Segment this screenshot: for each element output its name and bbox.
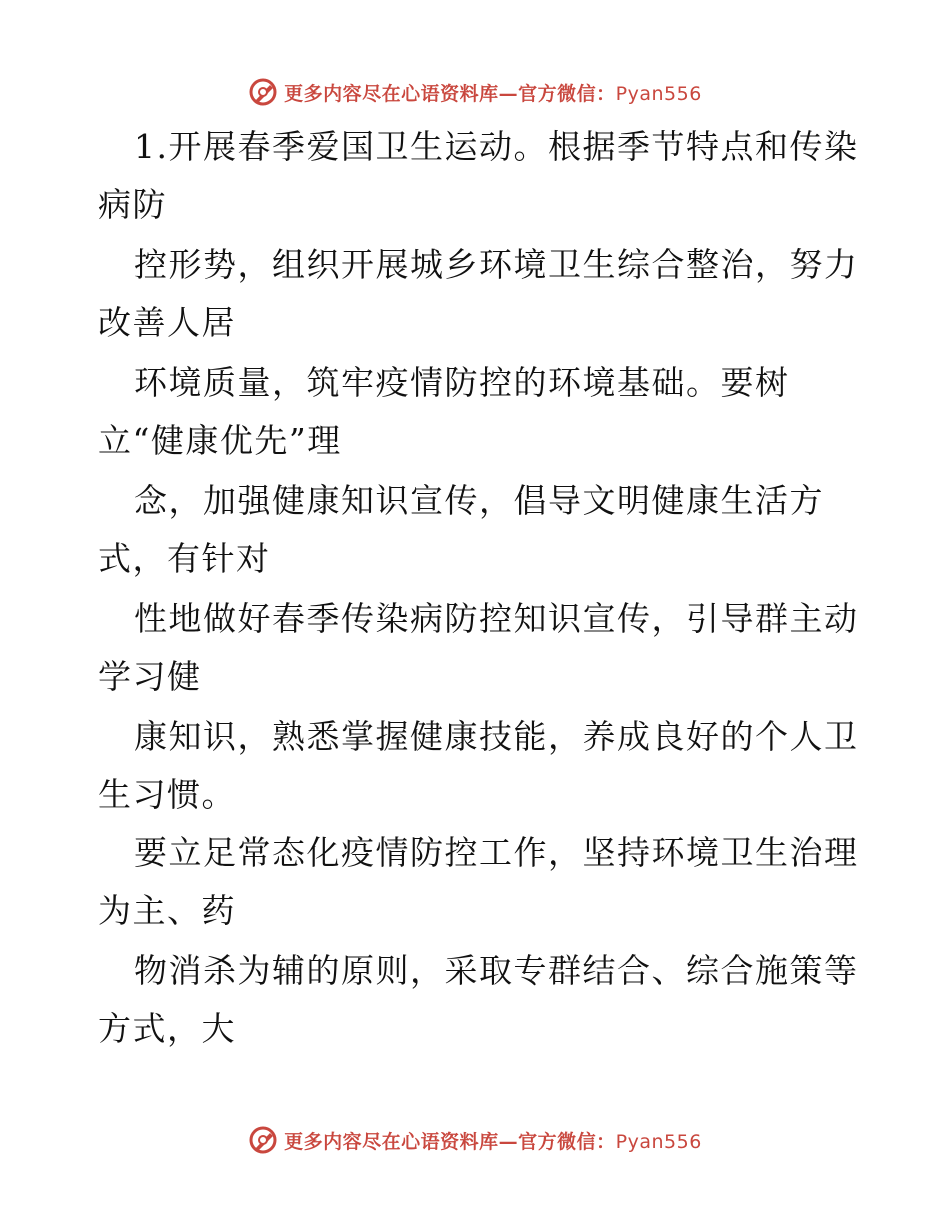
body-line-7: 念，加强健康知识宣传，倡导文明健康生活方 [134,481,824,520]
body-line-2: 病防 [98,185,167,224]
body-line-6: 立“健康优先”理 [98,421,342,460]
body-line-16: 方式，大 [98,1009,236,1048]
body-line-14: 为主、药 [98,891,236,930]
quill-pen-logo-icon [248,77,278,107]
body-line-1: 1.开展春季爱国卫生运动。根据季节特点和传染 [134,127,859,166]
quill-pen-logo-icon [248,1125,278,1155]
body-line-5: 环境质量，筑牢疫情防控的环境基础。要树 [134,363,790,402]
body-line-10: 学习健 [98,657,202,696]
footer-banner-text: 更多内容尽在心语资料库—官方微信：Pyan556 [284,1130,702,1153]
body-line-11: 康知识，熟悉掌握健康技能，养成良好的个人卫 [134,717,859,756]
header-banner-handle: Pyan556 [615,82,702,105]
body-line-13: 要立足常态化疫情防控工作，坚持环境卫生治理 [134,833,859,872]
body-line-8: 式，有针对 [98,539,271,578]
footer-watermark-banner [0,1120,950,1160]
body-line-9: 性地做好春季传染病防控知识宣传，引导群主动 [134,599,859,638]
body-line-12: 生习惯。 [98,775,236,814]
body-line-15: 物消杀为辅的原则，采取专群结合、综合施策等 [134,951,859,990]
body-line-3: 控形势，组织开展城乡环境卫生综合整治，努力 [134,245,859,284]
footer-banner-handle: Pyan556 [615,1130,702,1153]
header-watermark-banner [0,72,950,112]
header-banner-text: 更多内容尽在心语资料库—官方微信：Pyan556 [284,82,702,105]
body-line-4: 改善人居 [98,303,236,342]
